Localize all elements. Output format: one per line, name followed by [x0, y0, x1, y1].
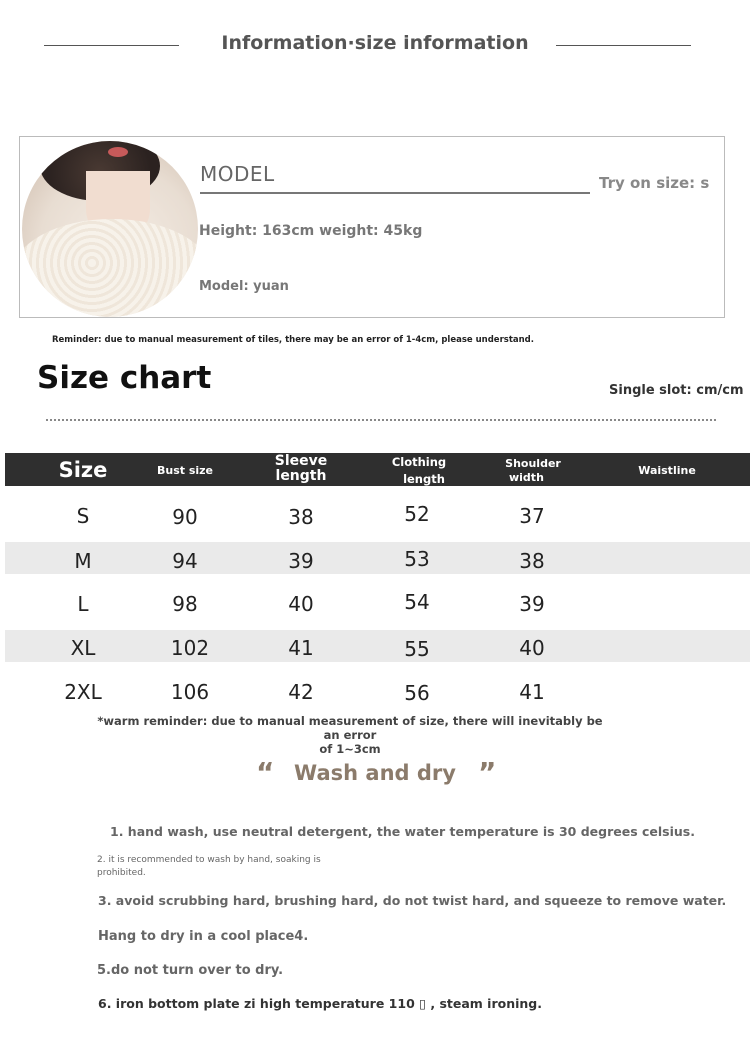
- cell-sleeve: 39: [288, 549, 314, 573]
- dotted-divider: [46, 419, 716, 421]
- cell-sleeve: 41: [288, 636, 314, 660]
- wash-item-6: 6. iron bottom plate zi high temperature 110 ▯ , steam ironing.: [98, 996, 542, 1011]
- header-clothing-line1: Clothing: [391, 455, 447, 469]
- header-clothing-length: [379, 454, 459, 488]
- header-sleeve-line1: Sleeve: [274, 453, 328, 469]
- wash-item-1: 1. hand wash, use neutral detergent, the water temperature is 30 degrees celsius.: [110, 824, 695, 839]
- cell-sleeve: 42: [288, 680, 314, 704]
- cell-size: 2XL: [64, 680, 102, 704]
- cell-shoulder: 41: [519, 680, 545, 704]
- cell-shoulder: 40: [519, 636, 545, 660]
- header-shoulder-line2: width: [509, 471, 544, 484]
- header-shoulder-line1: Shoulder: [505, 457, 561, 470]
- cell-length: 52: [404, 502, 430, 526]
- model-photo-top: [22, 219, 198, 317]
- cell-sleeve: 38: [288, 505, 314, 529]
- model-height-weight: Height: 163cm weight: 45kg: [199, 223, 423, 239]
- size-table-header: [5, 453, 750, 486]
- wash-item-5: 5.do not turn over to dry.: [97, 963, 284, 978]
- table-row: [5, 542, 750, 574]
- header-bust: Bust size: [156, 464, 214, 477]
- measurement-reminder: Reminder: due to manual measurement of tiles, there may be an error of 1-4cm, please understand.: [52, 335, 534, 345]
- cell-bust: 90: [172, 505, 198, 529]
- model-label: MODEL: [200, 162, 275, 186]
- header-sleeve-line2: length: [275, 468, 327, 484]
- cell-size: M: [74, 549, 92, 573]
- cell-bust: 106: [170, 680, 210, 704]
- table-row: [5, 674, 750, 706]
- size-warm-reminder-line2: of 1~3cm: [319, 742, 381, 756]
- cell-shoulder: 38: [519, 549, 545, 573]
- cell-size: S: [76, 504, 90, 528]
- model-underline: [200, 192, 590, 194]
- header-rule-right: [556, 45, 691, 46]
- table-row: [5, 630, 750, 662]
- cell-size: L: [77, 592, 89, 616]
- model-name: Model: yuan: [199, 279, 289, 294]
- size-chart-title: Size chart: [37, 360, 212, 396]
- table-row: [5, 500, 750, 532]
- open-quote-mark: “: [256, 756, 275, 789]
- size-warm-reminder: [90, 714, 610, 756]
- cell-length: 56: [404, 681, 430, 705]
- model-photo: [22, 141, 198, 317]
- model-photo-lips: [108, 147, 128, 157]
- unit-label: Single slot: cm/cm: [609, 383, 744, 398]
- table-row: [5, 586, 750, 618]
- header-shoulder: [493, 457, 573, 485]
- wash-title: Wash and dry: [294, 761, 456, 785]
- cell-length: 55: [404, 637, 430, 661]
- header-waistline: Waistline: [638, 464, 696, 477]
- wash-item-4: Hang to dry in a cool place4.: [98, 929, 309, 944]
- header-sleeve: [261, 454, 341, 484]
- size-warm-reminder-line1: *warm reminder: due to manual measurement of size, there will inevitably be an error: [97, 714, 603, 742]
- cell-sleeve: 40: [288, 592, 314, 616]
- header-clothing-line2: length: [403, 472, 445, 486]
- cell-shoulder: 39: [519, 592, 545, 616]
- cell-length: 53: [404, 547, 430, 571]
- cell-length: 54: [404, 590, 430, 614]
- page-title: Information·size information: [221, 32, 529, 54]
- cell-shoulder: 37: [519, 504, 545, 528]
- cell-bust: 102: [170, 636, 210, 660]
- try-on-size: Try on size: s: [599, 174, 710, 192]
- wash-item-2: 2. it is recommended to wash by hand, soaking is prohibited.: [97, 855, 321, 878]
- wash-item-3: 3. avoid scrubbing hard, brushing hard, do not twist hard, and squeeze to remove water.: [98, 893, 727, 908]
- cell-bust: 94: [172, 549, 198, 573]
- close-quote-mark: ”: [478, 756, 497, 789]
- cell-size: XL: [70, 636, 96, 660]
- cell-bust: 98: [172, 592, 198, 616]
- header-size: Size: [58, 458, 108, 482]
